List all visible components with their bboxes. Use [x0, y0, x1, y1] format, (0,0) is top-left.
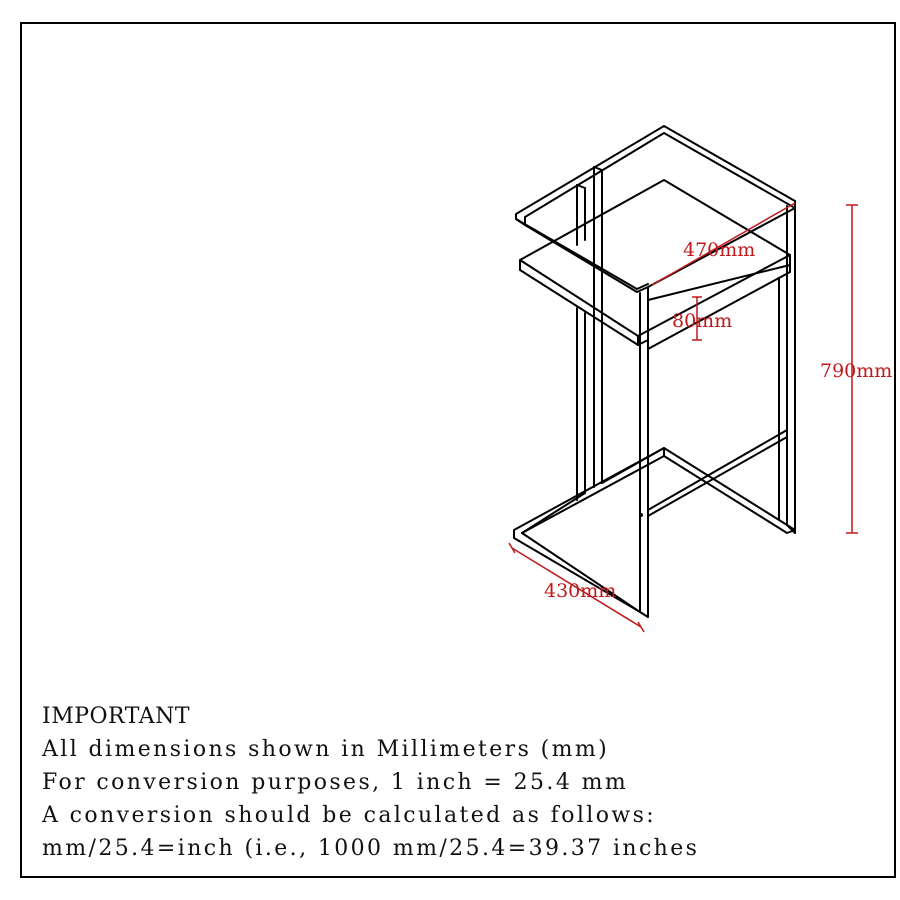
- notes-line: All dimensions shown in Millimeters (mm): [42, 737, 610, 762]
- width-dimension-label: 470mm: [683, 239, 756, 261]
- backrest-frame-outer: [516, 126, 795, 225]
- seat-edge: [520, 260, 638, 345]
- notes-line: For conversion purposes, 1 inch = 25.4 mm: [42, 770, 629, 795]
- dimension-lines: [509, 203, 858, 632]
- backrest-dimension-label: 80mm: [672, 310, 733, 332]
- notes-heading: IMPORTANT: [42, 704, 191, 729]
- notes-line: A conversion should be calculated as follows:: [42, 803, 657, 828]
- stool-illustration: [514, 126, 795, 617]
- height-dimension-label: 790mm: [820, 360, 893, 382]
- depth-dimension-label: 430mm: [544, 580, 617, 602]
- notes-line: mm/25.4=inch (i.e., 1000 mm/25.4=39.37 inches: [42, 836, 700, 861]
- footrest-bar: [648, 430, 787, 510]
- base-frame-inner: [602, 448, 664, 483]
- conversion-notes: [42, 700, 699, 865]
